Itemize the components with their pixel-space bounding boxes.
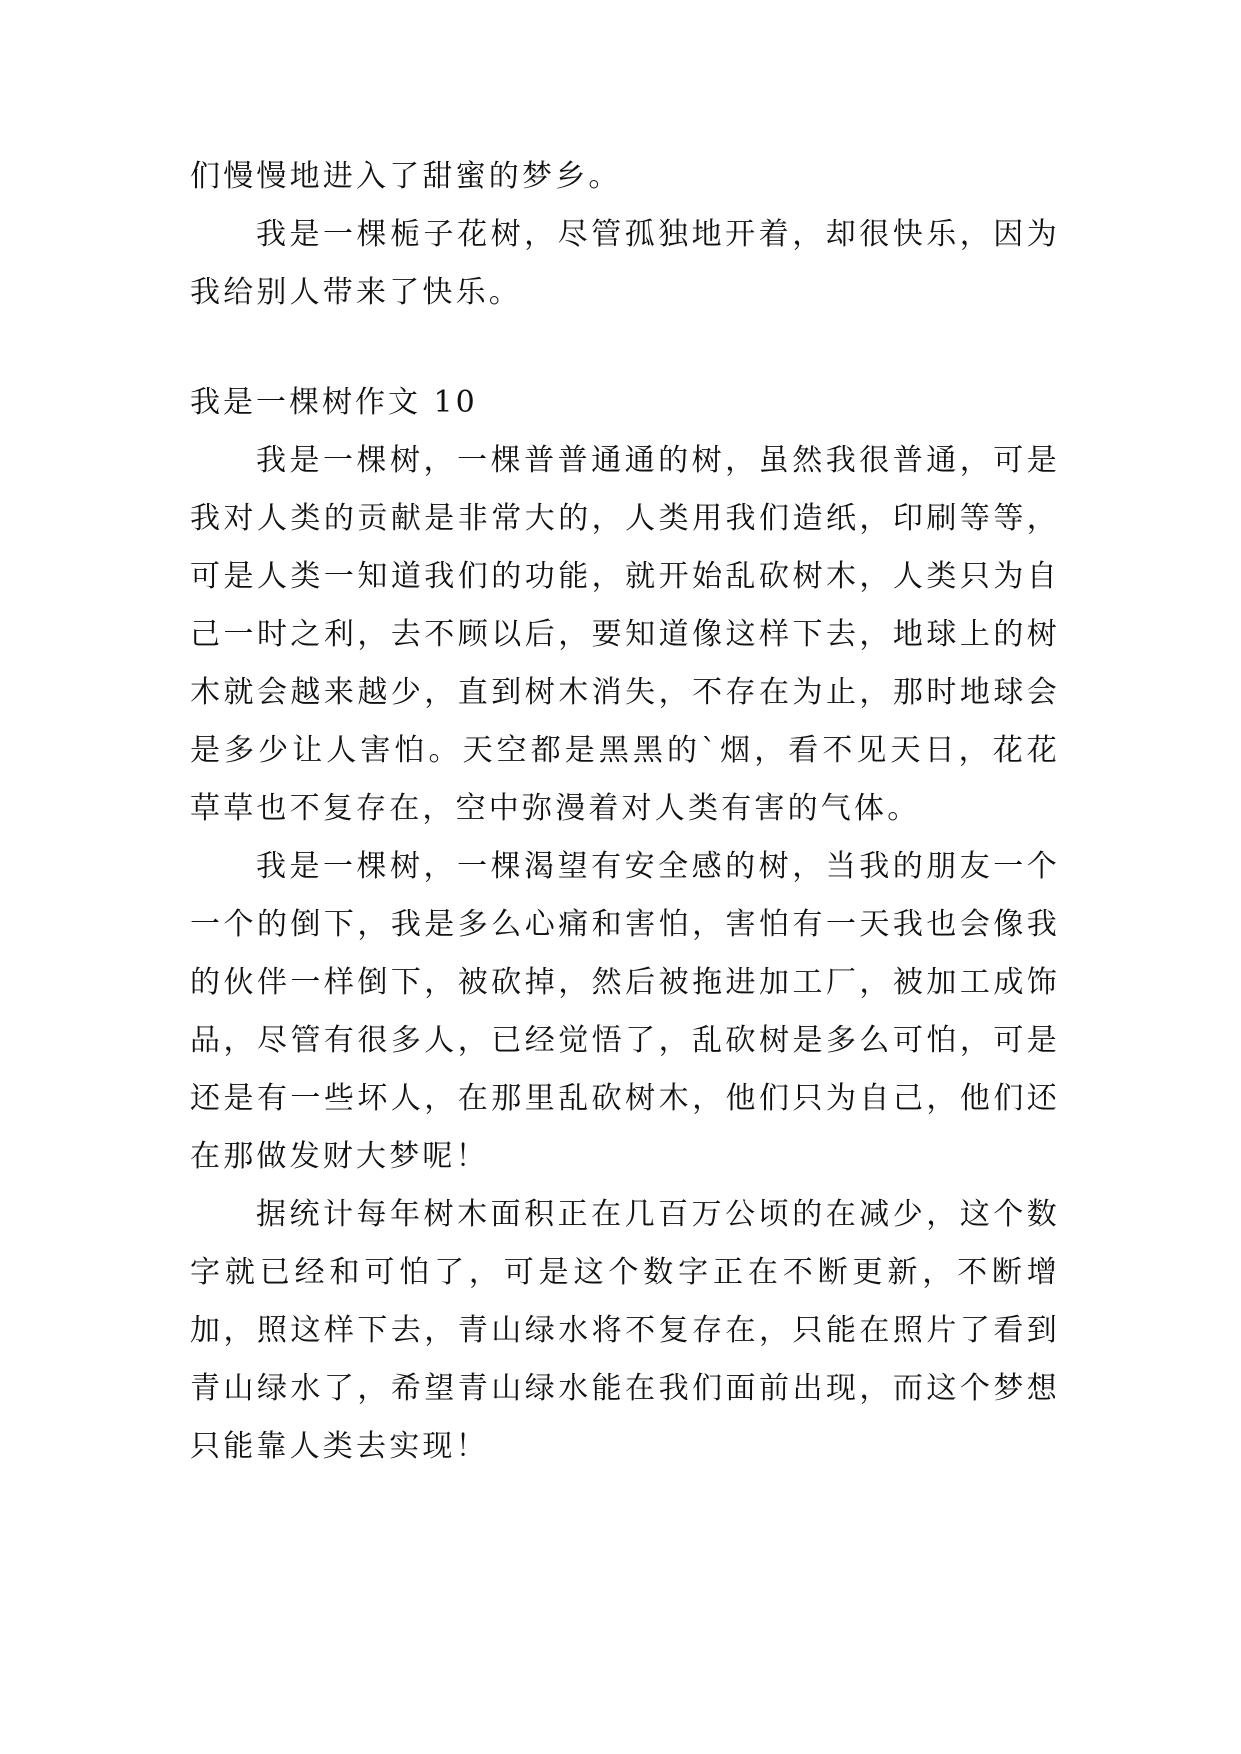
body-paragraph-3: 据统计每年树木面积正在几百万公顷的在减少，这个数字就已经和可怕了，可是这个数字正在不断更新，不断增加，照这样下去，青山绿水将不复存在，只能在照片了看到青山绿水了，希望青山绿水能在我们面前出现，而这个梦想只能靠人类去实现！ — [190, 1197, 1060, 1464]
carryover-paragraph: 们慢慢地进入了甜蜜的梦乡。 — [190, 159, 622, 194]
document-body — [190, 148, 1060, 1476]
section-title: 我是一棵树作文 10 — [190, 385, 478, 420]
paragraph-spacer — [190, 322, 1060, 374]
body-paragraph-1: 我是一棵树，一棵普普通通的树，虽然我很普通，可是我对人类的贡献是非常大的，人类用我们造纸，印刷等等，可是人类一知道我们的功能，就开始乱砍树木，人类只为自己一时之利，去不顾以后，要知道像这样下去，地球上的树木就会越来越少，直到树木消失，不存在为止，那时地球会是多少让人害怕。天空都是黑黑的`烟，看不见天日，花花草草也不复存在，空中弥漫着对人类有害的气体。 — [190, 443, 1060, 826]
body-paragraph-2: 我是一棵树，一棵渴望有安全感的树，当我的朋友一个一个的倒下，我是多么心痛和害怕，害怕有一天我也会像我的伙伴一样倒下，被砍掉，然后被拖进加工厂，被加工成饰品，尽管有很多人，已经觉悟了，乱砍树是多么可怕，可是还是有一些坏人，在那里乱砍树木，他们只为自己，他们还在那做发财大梦呢！ — [190, 849, 1060, 1174]
closing-paragraph: 我是一棵栀子花树，尽管孤独地开着，却很快乐，因为我给别人带来了快乐。 — [190, 217, 1060, 310]
